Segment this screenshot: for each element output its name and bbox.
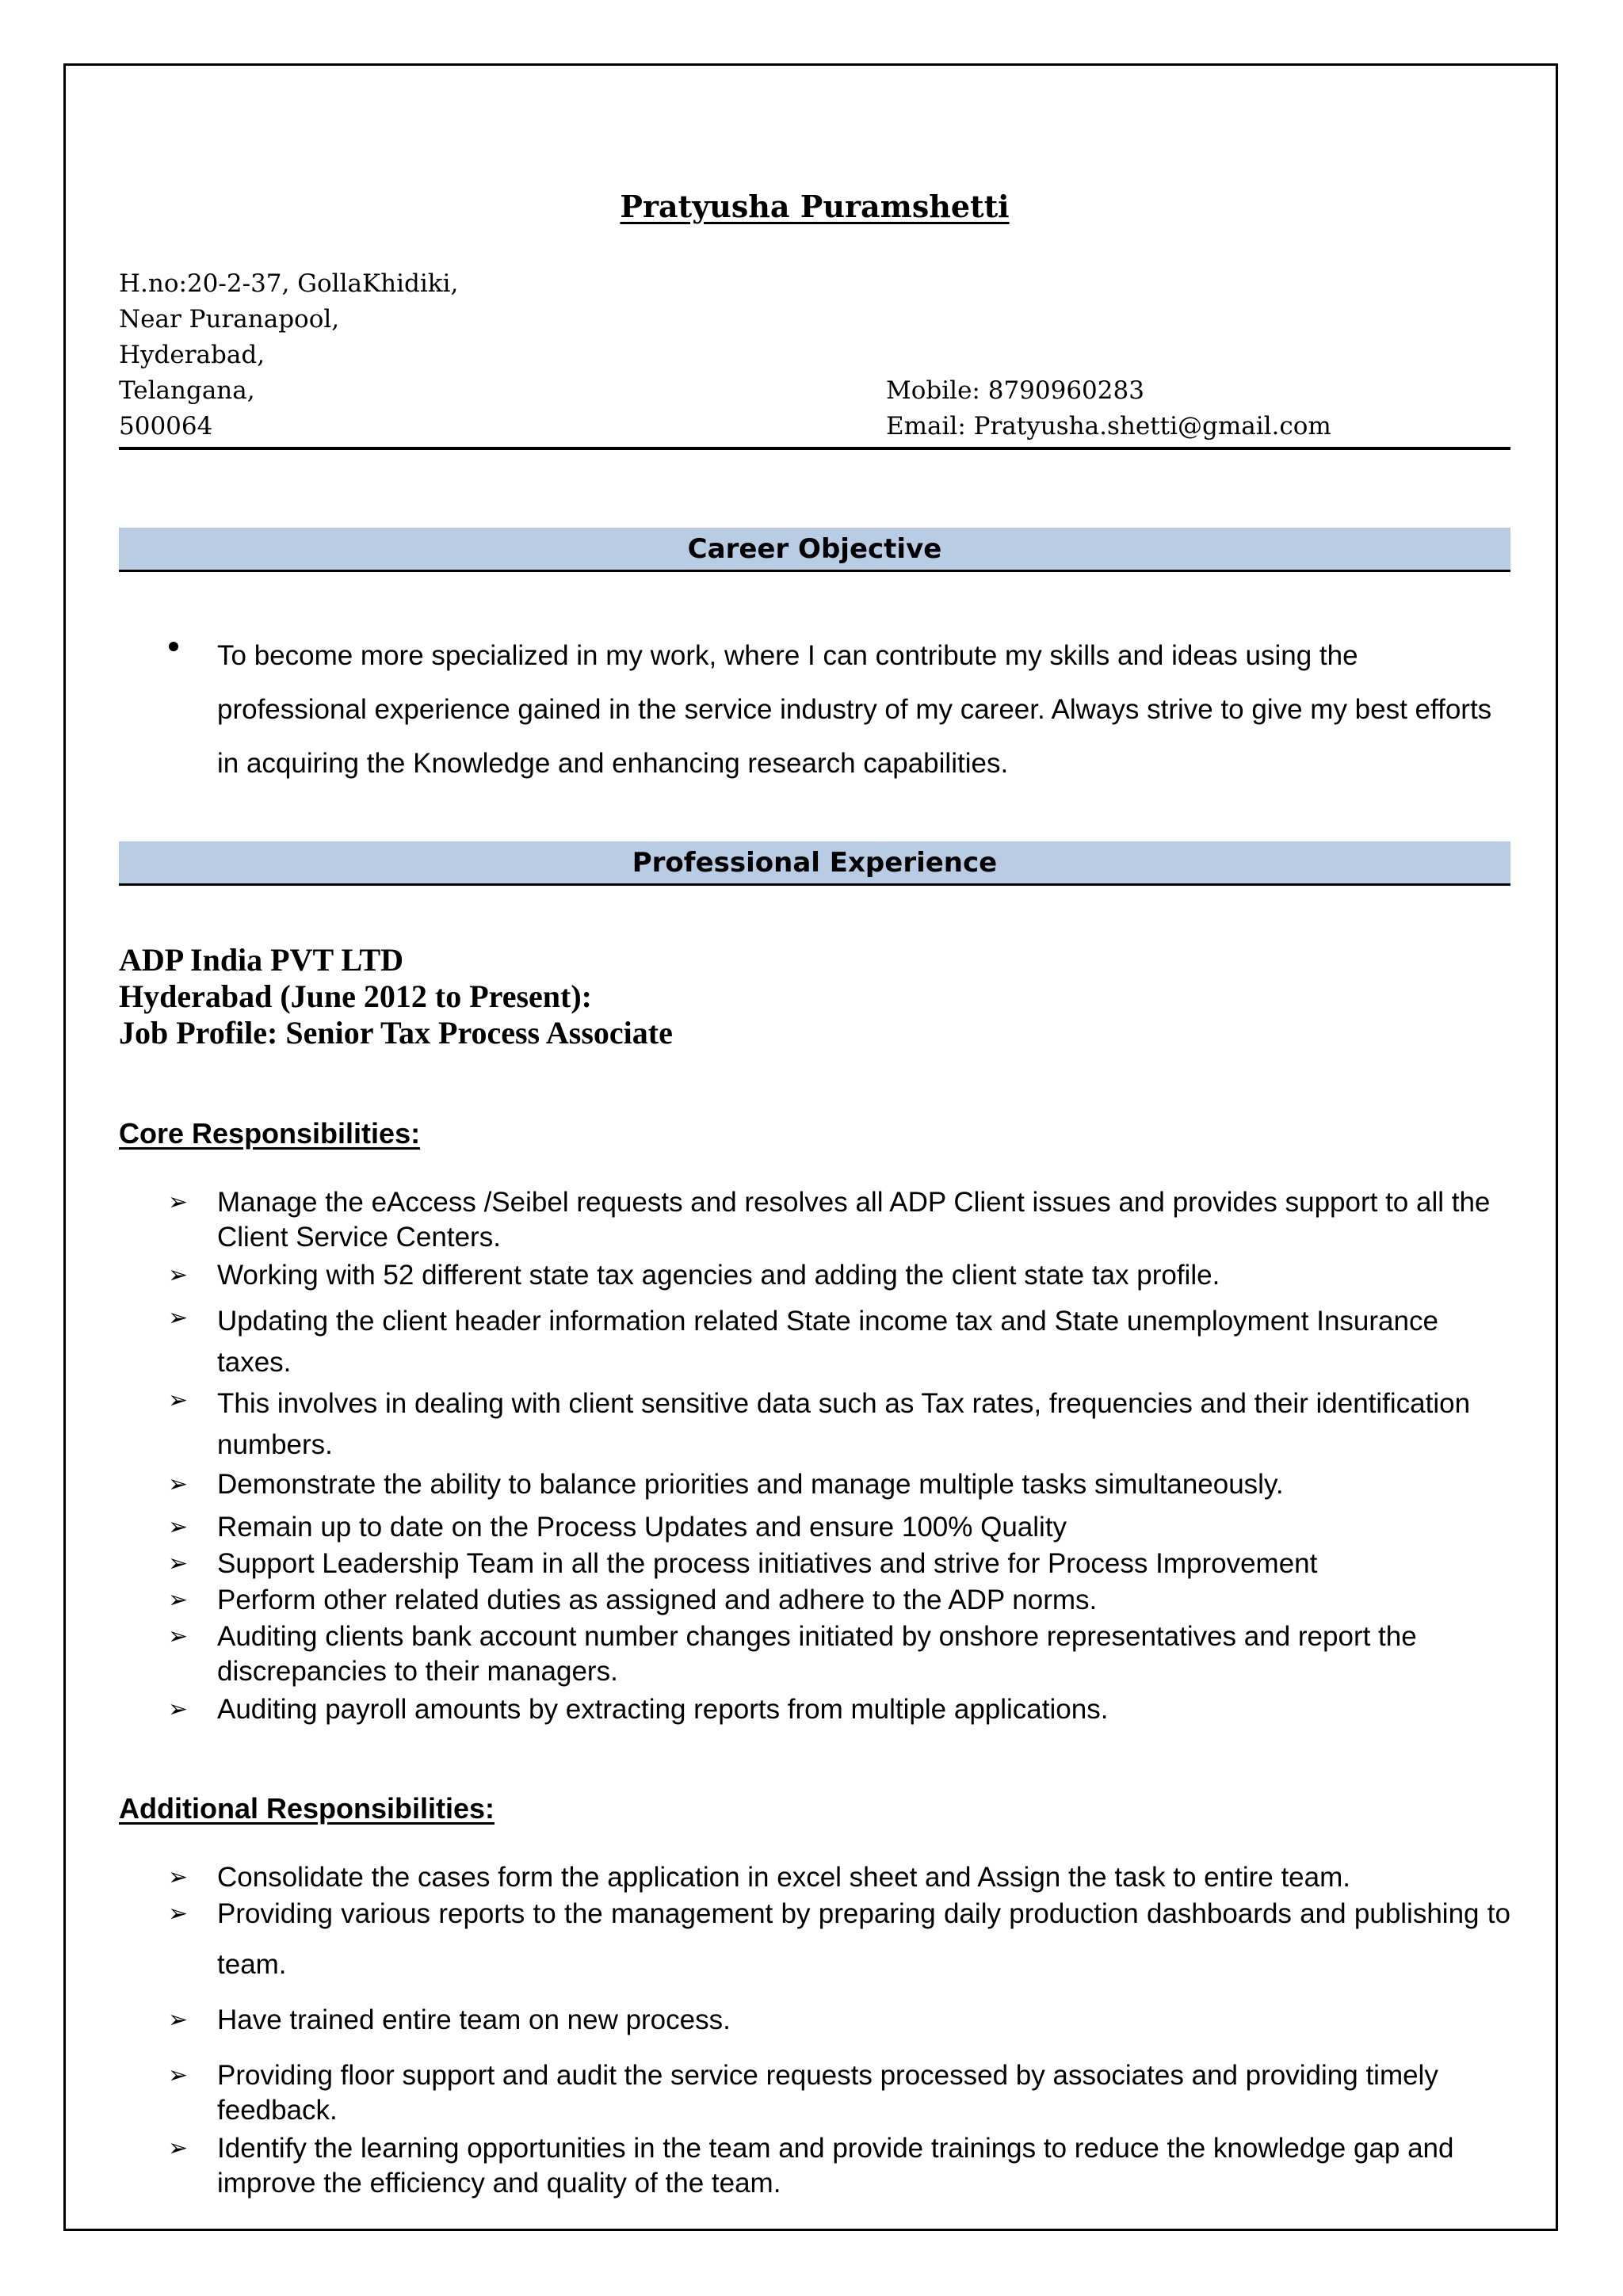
arrow-bullet-icon: ➢ [168,1863,189,1891]
address-line-2: Near Puranapool, [119,305,340,334]
list-item-text: Remain up to date on the Process Updates and ensure 100% Quality [217,1512,1067,1543]
arrow-bullet-icon: ➢ [168,1586,189,1614]
career-objective-heading: Career Objective [119,528,1510,572]
core-responsibilities-heading: Core Responsibilities: [119,1117,421,1150]
list-item [119,1583,1510,1618]
list-item [119,2003,1510,2038]
list-item-text: Providing floor support and audit the service requests processed by associates and providing timely feedback. [217,2060,1438,2126]
list-item [119,2058,1510,2128]
list-item [119,2131,1510,2201]
list-item-text: Demonstrate the ability to balance priorities and manage multiple tasks simultaneously. [217,1469,1284,1500]
arrow-bullet-icon: ➢ [168,1623,189,1650]
list-item-text: This involves in dealing with client sensitive data such as Tax rates, frequencies and their identification numbers. [217,1388,1471,1460]
list-item-text: Working with 52 different state tax agencies and adding the client state tax profile. [217,1260,1220,1291]
arrow-bullet-icon: ➢ [168,1695,189,1723]
address-line-3: Hyderabad, [119,341,265,369]
mobile-number: Mobile: 8790960283 [886,376,1144,405]
list-item [119,1185,1510,1255]
list-item-text: Providing various reports to the management by preparing daily production dashboards and publishing to team. [217,1898,1510,1980]
arrow-bullet-icon: ➢ [168,1513,189,1541]
arrow-bullet-icon: ➢ [168,2134,189,2162]
job-location-period: Hyderabad (June 2012 to Present): [119,978,592,1014]
arrow-bullet-icon: ➢ [168,2061,189,2089]
arrow-bullet-icon: ➢ [168,2006,189,2034]
bullet-dot-icon [169,642,178,651]
career-objective-item [119,629,1510,791]
list-item-text: Have trained entire team on new process. [217,2004,731,2035]
list-item-text: Perform other related duties as assigned and adhere to the ADP norms. [217,1585,1098,1615]
list-item [119,1692,1510,1727]
arrow-bullet-icon: ➢ [168,1550,189,1577]
list-item-text: Auditing clients bank account number changes initiated by onshore representatives and report the discrepancies to their managers. [217,1621,1417,1687]
candidate-name: Pratyusha Puramshetti [620,189,1010,224]
list-item [119,1619,1510,1689]
list-item-text: Manage the eAccess /Seibel requests and resolves all ADP Client issues and provides support to all the Client Service Centers. [217,1187,1491,1253]
list-item [119,1383,1510,1466]
arrow-bullet-icon: ➢ [168,1261,189,1289]
arrow-bullet-icon: ➢ [168,1900,189,1928]
company-name: ADP India PVT LTD [119,942,404,978]
list-item [119,1510,1510,1545]
additional-responsibilities-heading: Additional Responsibilities: [119,1792,495,1825]
list-item [119,1897,1510,1990]
list-item-text: Consolidate the cases form the application in excel sheet and Assign the task to entire team. [217,1862,1350,1893]
list-item-text: Support Leadership Team in all the process initiatives and strive for Process Improvement [217,1548,1318,1579]
job-profile: Job Profile: Senior Tax Process Associate [119,1015,673,1051]
list-item-text: Auditing payroll amounts by extracting reports from multiple applications. [217,1694,1109,1725]
arrow-bullet-icon: ➢ [168,1386,189,1414]
list-item-text: Updating the client header information related State income tax and State unemployment Insurance taxes. [217,1306,1438,1378]
address-line-1: H.no:20-2-37, GollaKhidiki, [119,269,459,298]
list-item-text: Identify the learning opportunities in the team and provide trainings to reduce the knowledge gap and improve the efficiency and quality of the team. [217,2133,1454,2199]
career-objective-text: To become more specialized in my work, where I can contribute my skills and ideas using the professional experience gained in the service industry of my career. Always strive to give my best efforts in acquiring the Knowledge and enhancing research capabilities. [217,640,1492,779]
arrow-bullet-icon: ➢ [168,1188,189,1216]
email-address: Email: Pratyusha.shetti@gmail.com [886,412,1331,441]
professional-experience-heading: Professional Experience [119,841,1510,886]
address-line-4: Telangana, [119,376,255,405]
list-item [119,1301,1510,1383]
arrow-bullet-icon: ➢ [168,1470,189,1498]
address-line-5: 500064 [119,412,213,441]
list-item [119,1258,1510,1293]
list-item [119,1547,1510,1581]
header-divider [119,447,1510,450]
arrow-bullet-icon: ➢ [168,1304,189,1332]
list-item [119,1467,1510,1502]
